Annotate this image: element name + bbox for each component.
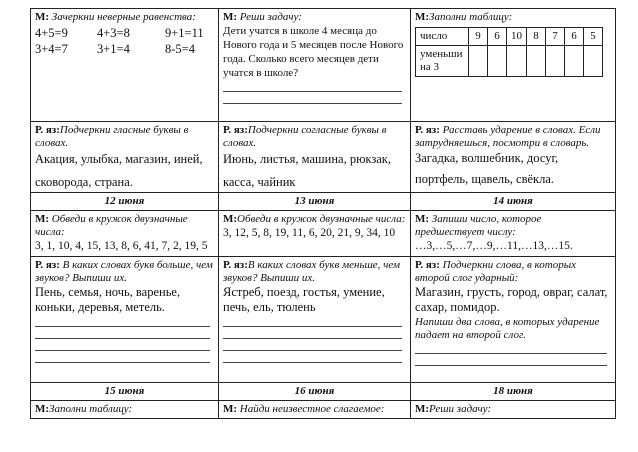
task-cell <box>31 257 219 383</box>
date-label: 15 июня <box>31 383 219 401</box>
task-instruction: В каких словах букв больше, чем звуков? Выпиши их. <box>35 259 213 284</box>
task-cell <box>31 9 219 122</box>
task-numbers: …3,…5,…7,…9,…11,…13,…15. <box>415 240 573 252</box>
date-label: 18 июня <box>411 383 616 401</box>
answer-line[interactable] <box>35 315 210 327</box>
fill-table-answer-cell[interactable] <box>488 46 507 77</box>
task-cell <box>219 257 411 383</box>
fill-table-answer-cell[interactable] <box>584 46 603 77</box>
task-cell <box>219 9 411 122</box>
task-instruction: Реши задачу: <box>429 403 492 415</box>
date-label: 12 июня <box>31 193 219 211</box>
task-cell <box>31 122 219 193</box>
task-words: портфель, щавель, свёкла. <box>415 172 555 186</box>
equation: 3+4=7 <box>35 42 68 56</box>
task-cell <box>219 211 411 257</box>
subject-tag: Р. яз: <box>223 259 248 271</box>
fill-table-number: 5 <box>584 28 603 46</box>
answer-line[interactable] <box>415 342 607 354</box>
task-instruction: В каких словах букв меньше, чем звуков? Выпиши их. <box>223 259 401 284</box>
task-words: Магазин, грусть, город, овраг, салат, сахар, помидор. <box>415 285 608 314</box>
table-row <box>31 257 616 383</box>
task-numbers: 3, 12, 5, 8, 19, 11, 6, 20, 21, 9, 34, 10 <box>223 227 396 239</box>
subject-tag: М: <box>223 213 238 225</box>
task-cell <box>411 257 616 383</box>
date-row <box>31 193 616 211</box>
worksheet <box>30 8 615 419</box>
task-instruction: Найди неизвестное слагаемое: <box>239 403 385 415</box>
fill-table-number: 6 <box>565 28 584 46</box>
equation: 4+5=9 <box>35 26 68 40</box>
subject-tag: Р. яз: <box>223 124 248 136</box>
equations-list <box>35 27 214 56</box>
task-instruction: Реши задачу: <box>239 11 302 23</box>
answer-line[interactable] <box>223 80 402 92</box>
subject-tag: Р. яз: <box>415 124 440 136</box>
subject-tag: М: <box>35 403 50 415</box>
subject-tag: Р. яз: <box>415 259 440 271</box>
equation: 3+1=4 <box>97 42 130 56</box>
task-cell <box>219 401 411 419</box>
task-words: Акация, улыбка, магазин, иней, <box>35 152 203 166</box>
fill-table-label: число <box>416 28 469 46</box>
task-words: касса, чайник <box>223 175 296 189</box>
fill-table-answer-cell[interactable] <box>469 46 488 77</box>
date-row <box>31 383 616 401</box>
task-words: Июнь, листья, машина, рюкзак, <box>223 152 391 166</box>
answer-line[interactable] <box>35 351 210 363</box>
task-instruction: Заполни таблицу: <box>49 403 133 415</box>
task-instruction: Подчеркни слова, в которых второй слог ударный: <box>415 259 577 284</box>
subject-tag: Р. яз: <box>35 124 60 136</box>
fill-table-answer-cell[interactable] <box>507 46 527 77</box>
answer-line[interactable] <box>415 354 607 366</box>
task-problem-text: Дети учатся в школе 4 месяца до Нового года и 5 месяцев после Нового года. Сколько всего месяцев дети учатся в школе? <box>223 25 404 79</box>
subject-tag: М: <box>223 403 238 415</box>
answer-line[interactable] <box>223 315 402 327</box>
table-row <box>31 9 616 122</box>
answer-line[interactable] <box>35 339 210 351</box>
subject-tag: М: <box>223 11 238 23</box>
task-words: сковорода, страна. <box>35 175 133 189</box>
answer-line[interactable] <box>223 339 402 351</box>
fill-table-label: уменьши на 3 <box>416 46 469 77</box>
task-instruction: Обведи в кружок двузначные числа: <box>237 213 406 225</box>
subject-tag: М: <box>415 213 430 225</box>
subject-tag: М: <box>415 11 430 23</box>
subject-tag: М: <box>415 403 430 415</box>
task-cell <box>31 211 219 257</box>
subject-tag: Р. яз: <box>35 259 60 271</box>
task-cell <box>31 401 219 419</box>
task-instruction: Обведи в кружок двузначные числа: <box>35 213 188 238</box>
fill-table-answer-cell[interactable] <box>527 46 546 77</box>
fill-table-answer-cell[interactable] <box>546 46 565 77</box>
equation: 9+1=11 <box>165 26 204 40</box>
answer-line[interactable] <box>223 351 402 363</box>
fill-table-number: 9 <box>469 28 488 46</box>
task-cell <box>411 9 616 122</box>
task-instruction: Расставь ударение в словах. Если затрудняешься, посмотри в словарь. <box>415 124 601 149</box>
task-numbers: 3, 1, 10, 4, 15, 13, 8, 6, 41, 7, 2, 19, 5 <box>35 240 208 252</box>
task-instruction-secondary: Напиши два слова, в которых ударение падает на второй слог. <box>415 316 600 341</box>
date-label: 13 июня <box>219 193 411 211</box>
fill-table-number: 6 <box>488 28 507 46</box>
task-words: Загадка, волшебник, досуг, <box>415 151 559 165</box>
fill-table-answer-cell[interactable] <box>565 46 584 77</box>
task-words: Пень, семья, ночь, варенье, коньки, деревья, метель. <box>35 285 181 314</box>
answer-line[interactable] <box>35 327 210 339</box>
table-row <box>31 401 616 419</box>
task-cell <box>411 122 616 193</box>
answer-line[interactable] <box>223 327 402 339</box>
date-label: 16 июня <box>219 383 411 401</box>
task-instruction: Подчеркни гласные буквы в словах. <box>35 124 189 149</box>
table-row <box>31 211 616 257</box>
date-label: 14 июня <box>411 193 616 211</box>
task-instruction: Подчеркни согласные буквы в словах. <box>223 124 387 149</box>
task-instruction: Заполни таблицу: <box>429 11 513 23</box>
task-cell <box>411 211 616 257</box>
fill-table-number: 7 <box>546 28 565 46</box>
task-instruction: Запиши число, которое предшествует числу: <box>415 213 542 238</box>
answer-line[interactable] <box>223 92 402 104</box>
subject-tag: М: <box>35 213 50 225</box>
task-instruction: Зачеркни неверные равенства: <box>51 11 196 23</box>
equation: 4+3=8 <box>97 26 130 40</box>
task-words: Ястреб, поезд, гостья, умение, печь, ель, тюлень <box>223 285 385 314</box>
table-row <box>31 122 616 193</box>
equation: 8-5=4 <box>165 42 195 56</box>
subject-tag: М: <box>35 11 50 23</box>
task-cell <box>411 401 616 419</box>
task-cell <box>219 122 411 193</box>
fill-table-number: 8 <box>527 28 546 46</box>
worksheet-table <box>30 8 616 419</box>
fill-table <box>415 27 603 77</box>
fill-table-number: 10 <box>507 28 527 46</box>
